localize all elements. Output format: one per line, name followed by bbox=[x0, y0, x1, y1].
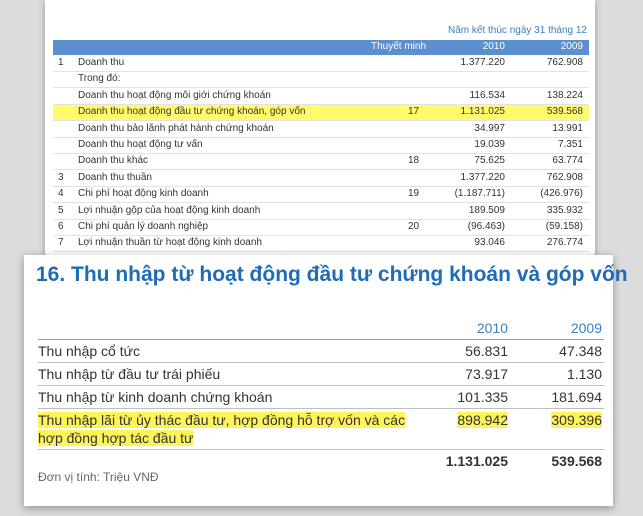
row-value-2010: 1.131.025 bbox=[460, 106, 505, 118]
header-note: Thuyết minh bbox=[371, 41, 427, 52]
row-note: 17 bbox=[408, 106, 420, 118]
row-value-2010: 1.377.220 bbox=[460, 57, 505, 68]
table-row bbox=[53, 187, 589, 203]
row-value-2010: 898.942 bbox=[457, 412, 508, 428]
row-value-2010: 73.917 bbox=[465, 366, 508, 382]
row-value-2009: 335.932 bbox=[546, 204, 583, 216]
highlighted-table-row bbox=[53, 105, 589, 121]
header-2009: 2009 bbox=[560, 41, 583, 52]
row-note: 19 bbox=[408, 188, 420, 200]
row-value-2009: 138.224 bbox=[546, 89, 583, 101]
row-label: Doanh thu bảo lãnh phát hành chứng khoán bbox=[78, 122, 274, 134]
row-label-line-2: hợp đồng hợp tác đầu tư bbox=[38, 430, 194, 446]
row-value-2009: 309.396 bbox=[551, 412, 602, 428]
row-number: 1 bbox=[58, 57, 64, 68]
table-row bbox=[38, 363, 604, 386]
row-value-2009: 539.568 bbox=[546, 106, 583, 118]
header-2009: 2009 bbox=[570, 320, 602, 336]
row-number: 3 bbox=[58, 171, 64, 183]
row-value-2010: 19.039 bbox=[474, 139, 505, 150]
row-label: Doanh thu hoạt động đầu tư chứng khoán, góp vốn bbox=[78, 106, 306, 118]
row-label: Trong đó: bbox=[78, 73, 121, 85]
row-number: 4 bbox=[58, 188, 64, 200]
row-value-2009: (59.158) bbox=[545, 221, 583, 232]
row-value-2009: 63.774 bbox=[552, 155, 583, 167]
row-note: 20 bbox=[408, 221, 420, 232]
row-value-2010: 116.534 bbox=[469, 89, 505, 101]
row-label bbox=[38, 411, 405, 447]
row-label: Doanh thu hoạt động tư vấn bbox=[78, 139, 203, 150]
row-value-2010: (1.187.711) bbox=[454, 188, 505, 200]
total-2010: 1.131.025 bbox=[445, 453, 508, 469]
row-value-2009: 7.351 bbox=[557, 139, 583, 150]
row-value-2010: 75.625 bbox=[474, 155, 505, 167]
row-label: Thu nhập từ đầu tư trái phiếu bbox=[38, 366, 221, 382]
row-value-2009: (426.976) bbox=[540, 188, 583, 200]
row-label: Chi phí hoạt động kinh doanh bbox=[78, 188, 209, 200]
row-label: Doanh thu hoạt động môi giới chứng khoán bbox=[78, 89, 271, 101]
row-number: 6 bbox=[58, 221, 64, 232]
table-row bbox=[53, 171, 589, 187]
table-row bbox=[53, 138, 589, 154]
table-row bbox=[53, 154, 589, 170]
row-value-2009: 762.908 bbox=[546, 171, 583, 183]
table-header bbox=[53, 40, 589, 55]
row-value-2010: 56.831 bbox=[465, 343, 508, 359]
note-title: 16. Thu nhập từ hoạt động đầu tư chứng khoán và góp vốn bbox=[36, 263, 628, 286]
table-row bbox=[53, 72, 589, 88]
table-row bbox=[53, 122, 589, 138]
table-row bbox=[38, 386, 604, 409]
row-label: Doanh thu bbox=[78, 57, 125, 68]
row-value-2010: 1.377.220 bbox=[460, 171, 505, 183]
row-label: Chi phí quản lý doanh nghiệp bbox=[78, 221, 209, 232]
row-label: Thu nhập từ kinh doanh chứng khoán bbox=[38, 389, 273, 405]
income-statement-excerpt bbox=[45, 0, 595, 262]
row-value-2009: 276.774 bbox=[546, 237, 583, 249]
table-row bbox=[53, 220, 589, 236]
row-value-2010: (96.463) bbox=[467, 221, 505, 232]
row-note: 18 bbox=[408, 155, 420, 167]
table-row bbox=[53, 56, 589, 72]
row-number: 7 bbox=[58, 237, 64, 249]
row-value-2009: 47.348 bbox=[559, 343, 602, 359]
row-value-2009: 13.991 bbox=[552, 122, 583, 134]
note-16-card bbox=[24, 255, 628, 506]
table-row bbox=[53, 236, 589, 252]
table-row bbox=[53, 89, 589, 105]
row-label: Lợi nhuận gộp của hoạt động kinh doanh bbox=[78, 204, 261, 216]
row-value-2009: 762.908 bbox=[546, 57, 583, 68]
row-value-2010: 189.509 bbox=[468, 204, 505, 216]
row-value-2010: 101.335 bbox=[457, 389, 508, 405]
row-value-2010: 93.046 bbox=[474, 237, 505, 249]
row-label: Thu nhập cổ tức bbox=[38, 343, 140, 359]
row-value-2009: 181.694 bbox=[551, 389, 602, 405]
row-label: Doanh thu thuần bbox=[78, 171, 152, 183]
note-table-header bbox=[38, 319, 604, 340]
highlighted-table-row bbox=[38, 409, 604, 450]
row-number: 5 bbox=[58, 204, 64, 216]
row-label-line-1: Thu nhập lãi từ ủy thác đầu tư, hợp đồng hỗ trợ vốn và các bbox=[38, 412, 406, 428]
table-row bbox=[38, 340, 604, 363]
row-value-2010: 34.997 bbox=[474, 122, 505, 134]
total-2009: 539.568 bbox=[551, 453, 602, 469]
table-row bbox=[53, 204, 589, 220]
row-value-2009: 1.130 bbox=[566, 366, 602, 382]
header-2010: 2010 bbox=[476, 320, 508, 336]
header-2010: 2010 bbox=[482, 41, 505, 52]
unit-note: Đơn vị tính: Triệu VNĐ bbox=[38, 470, 159, 484]
row-label: Doanh thu khác bbox=[78, 155, 149, 167]
total-row bbox=[38, 450, 604, 472]
row-label: Lợi nhuận thuần từ hoạt động kinh doanh bbox=[78, 237, 262, 249]
fiscal-year-caption: Năm kết thúc ngày 31 tháng 12 bbox=[448, 25, 587, 36]
